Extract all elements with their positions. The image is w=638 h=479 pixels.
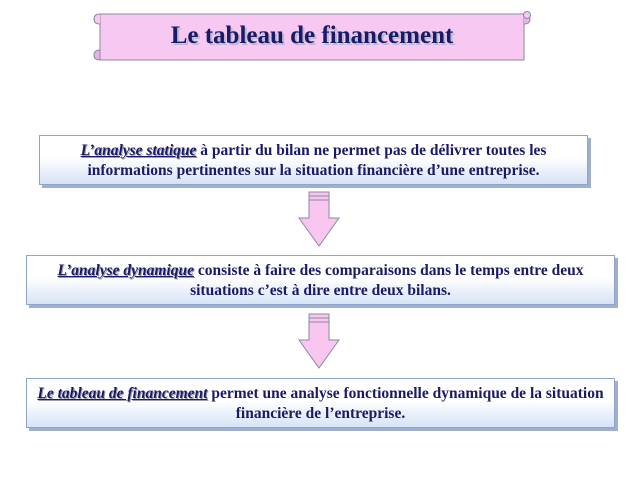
down-arrow-icon [297,190,341,248]
box-lead-financing: Le tableau de financement [37,385,208,402]
box-dynamic-analysis [26,255,615,305]
box-lead-dynamic: L’analyse dynamique [57,262,194,279]
box-financing-table [26,378,615,428]
box-text-dynamic: consiste à faire des comparaisons dans le temps entre deux situations c’est à dire entre deux bilans. [190,262,584,299]
box-lead-static: L’analyse statique [80,142,197,159]
title-scroll-banner [92,8,532,64]
box-text-static: à partir du bilan ne permet pas de délivrer toutes les informations pertinentes sur la situation financière d’une entreprise. [87,142,547,179]
page-title: Le tableau de financement [170,22,454,49]
box-text-financing: permet une analyse fonctionnelle dynamique de la situation financière de l’entreprise. [207,385,604,422]
down-arrow-icon [297,312,341,370]
box-static-analysis [39,135,588,185]
